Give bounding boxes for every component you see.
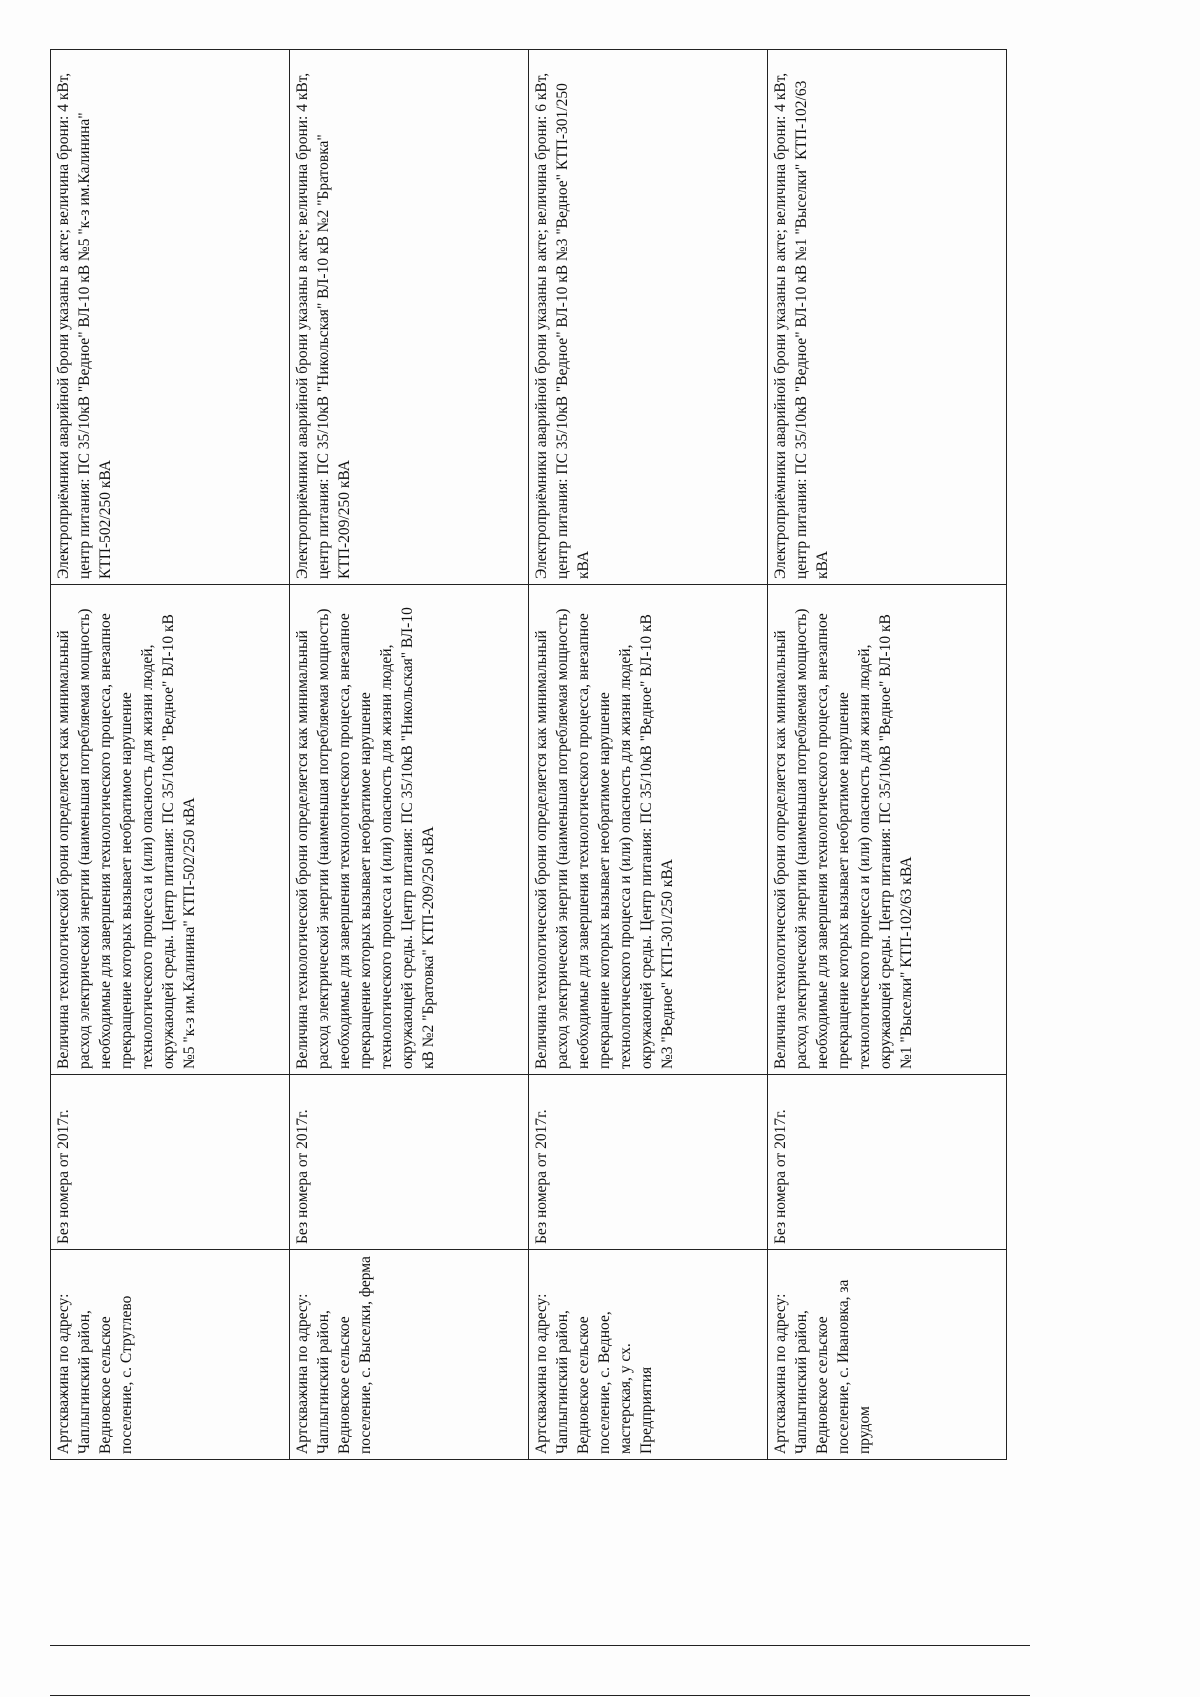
table-row	[529, 50, 768, 1460]
table-row	[51, 50, 290, 1460]
emergency-reserve-text: Электроприёмники аварийной брони указаны в акте; величина брони: 6 кВт, центр питания: ПС 35/10кВ "Ведное" ВЛ-10 кВ №3 "Ведное" КТП-301/250 кВА	[533, 72, 592, 579]
tech-reserve-cell	[51, 585, 290, 1075]
table-row	[290, 50, 529, 1460]
emergency-reserve-cell	[51, 50, 290, 585]
tech-reserve-text: Величина технологической брони определяется как минимальный расход электрической энергии (наименьшая потребляемая мощность) необходимые для завершения технологического процесса, внезапное прекращение которых вызывает необратимое нарушение технологического процесса и (или) опасность для жизни людей, окружающей среды. Центр питания: ПС 35/10кВ "Ведное" ВЛ-10 кВ №5 "к-з им.Калинина" КТП-502/250 кВА	[55, 608, 198, 1069]
act-text: Без номера от 2017г.	[55, 1109, 72, 1244]
table-row	[768, 50, 1007, 1460]
tech-reserve-cell	[290, 585, 529, 1075]
address-cell	[529, 1250, 768, 1460]
emergency-reserve-text: Электроприёмники аварийной брони указаны в акте; величина брони: 4 кВт, центр питания: ПС 35/10кВ "Ведное" ВЛ-10 кВ №1 "Выселки" КТП-102/63 кВА	[772, 72, 831, 579]
address-cell	[51, 1250, 290, 1460]
emergency-reserve-text: Электроприёмники аварийной брони указаны в акте; величина брони: 4 кВт, центр питания: ПС 35/10кВ "Никольская" ВЛ-10 кВ №2 "Братовка" КТП-209/250 кВА	[294, 72, 353, 579]
tech-reserve-text: Величина технологической брони определяется как минимальный расход электрической энергии (наименьшая потребляемая мощность) необходимые для завершения технологического процесса, внезапное прекращение которых вызывает необратимое нарушение технологического процесса и (или) опасность для жизни людей, окружающей среды. Центр питания: ПС 35/10кВ "Никольская" ВЛ-10 кВ №2 "Братовка" КТП-209/250 кВА	[294, 607, 437, 1069]
horizontal-divider	[50, 1695, 1030, 1696]
horizontal-divider	[50, 1645, 1030, 1646]
act-cell	[529, 1075, 768, 1250]
emergency-reserve-cell	[290, 50, 529, 585]
emergency-reserve-table	[50, 49, 1007, 1460]
act-text: Без номера от 2017г.	[294, 1109, 311, 1244]
act-cell	[290, 1075, 529, 1250]
act-text: Без номера от 2017г.	[772, 1109, 789, 1244]
address-cell	[290, 1250, 529, 1460]
rotated-table-sheet	[50, 50, 1010, 1460]
address-text: Артскважина по адресу: Чаплыгинский район, Ведновское сельское поселение, с. Выселки, ферма	[294, 1256, 374, 1454]
act-cell	[768, 1075, 1007, 1250]
emergency-reserve-text: Электроприёмники аварийной брони указаны в акте; величина брони: 4 кВт, центр питания: ПС 35/10кВ "Ведное" ВЛ-10 кВ №5 "к-з им.Калинина" КТП-502/250 кВА	[55, 72, 114, 579]
tech-reserve-cell	[529, 585, 768, 1075]
act-cell	[51, 1075, 290, 1250]
tech-reserve-cell	[768, 585, 1007, 1075]
address-text: Артскважина по адресу: Чаплыгинский район, Ведновское сельское поселение, с. Ведное, мастерская, у сх. Предприятия	[533, 1293, 655, 1454]
act-text: Без номера от 2017г.	[533, 1109, 550, 1244]
address-cell	[768, 1250, 1007, 1460]
address-text: Артскважина по адресу: Чаплыгинский район, Ведновское сельское поселение, с. Струглево	[55, 1293, 135, 1454]
tech-reserve-text: Величина технологической брони определяется как минимальный расход электрической энергии (наименьшая потребляемая мощность) необходимые для завершения технологического процесса, внезапное прекращение которых вызывает необратимое нарушение технологического процесса и (или) опасность для жизни людей, окружающей среды. Центр питания: ПС 35/10кВ "Ведное" ВЛ-10 кВ №1 "Выселки" КТП-102/63 кВА	[772, 608, 915, 1069]
emergency-reserve-cell	[529, 50, 768, 585]
tech-reserve-text: Величина технологической брони определяется как минимальный расход электрической энергии (наименьшая потребляемая мощность) необходимые для завершения технологического процесса, внезапное прекращение которых вызывает необратимое нарушение технологического процесса и (или) опасность для жизни людей, окружающей среды. Центр питания: ПС 35/10кВ "Ведное" ВЛ-10 кВ №3 "Ведное" КТП-301/250 кВА	[533, 608, 676, 1069]
address-text: Артскважина по адресу: Чаплыгинский район, Ведновское сельское поселение, с. Ивановка, за прудом	[772, 1279, 873, 1454]
emergency-reserve-cell	[768, 50, 1007, 585]
